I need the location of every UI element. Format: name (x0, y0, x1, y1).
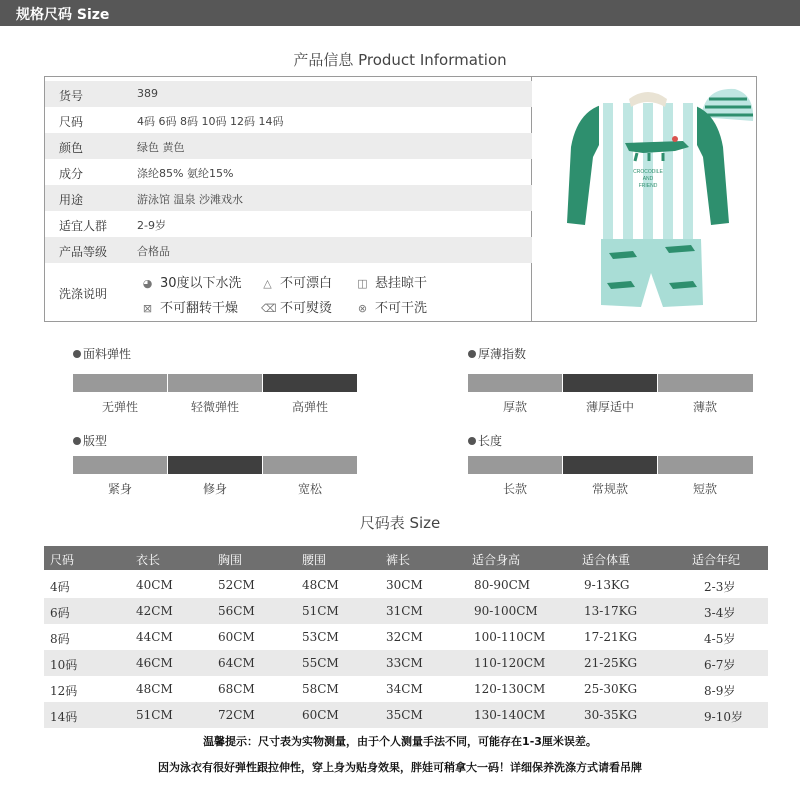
prop-title-text: 面料弹性 (83, 347, 132, 361)
table-row (44, 624, 768, 650)
header-cell: 适合年纪 (692, 553, 741, 567)
info-value: 绿色 黄色 (137, 141, 185, 154)
swimsuit-illustration (533, 77, 757, 321)
product-info-table (45, 77, 532, 321)
info-value: 涤纶85% 氨纶15% (137, 167, 234, 180)
elasticity-label-1: 轻微弹性 (190, 400, 239, 414)
cell-length: 48CM (136, 682, 173, 696)
info-key: 尺码 (59, 115, 84, 129)
cell-weight: 9-13KG (584, 578, 630, 592)
cell-chest: 60CM (218, 630, 255, 644)
info-key: 产品等级 (59, 245, 108, 259)
cell-waist: 48CM (302, 578, 339, 592)
fit-bar-1 (168, 456, 262, 474)
hang-dry-icon: ◫ (357, 277, 368, 290)
cell-chest: 72CM (218, 708, 255, 722)
care-label: 不可熨烫 (280, 301, 333, 316)
cell-pants-length: 35CM (386, 708, 423, 722)
care-item (141, 272, 242, 291)
info-row-care (45, 263, 532, 323)
cell-age: 2-3岁 (704, 580, 736, 594)
info-key: 用途 (59, 193, 84, 207)
info-row-usage (45, 185, 532, 211)
cell-length: 40CM (136, 578, 173, 592)
bullet-icon (73, 437, 81, 445)
length-bar-2 (658, 456, 753, 474)
fit-bar-2 (263, 456, 357, 474)
no-dry-clean-icon: ⊗ (357, 302, 368, 315)
table-row (44, 572, 768, 598)
cell-waist: 55CM (302, 656, 339, 670)
cell-length: 51CM (136, 708, 173, 722)
cell-chest: 56CM (218, 604, 255, 618)
elasticity-bar-1 (168, 374, 262, 392)
info-row-colors (45, 133, 532, 159)
prop-title-length (468, 432, 502, 449)
cell-weight: 25-30KG (584, 682, 638, 696)
size-table-header (44, 546, 768, 570)
care-item (356, 297, 427, 316)
cell-waist: 51CM (302, 604, 339, 618)
no-iron-icon: ⌫ (261, 302, 277, 315)
cell-pants-length: 32CM (386, 630, 423, 644)
info-row-grade (45, 237, 532, 263)
elasticity-label-2: 高弹性 (291, 400, 328, 414)
note-sizing-advice: 因为泳衣有很好弹性跟拉伸性，穿上身为贴身效果，胖娃可稍拿大一码！详细保养洗涤方式请看吊牌 (158, 761, 642, 774)
table-row (44, 598, 768, 624)
swim-shorts (601, 239, 703, 307)
care-label: 不可翻转干燥 (160, 301, 239, 316)
cell-age: 3-4岁 (704, 606, 736, 620)
shirt-text-2: AND (642, 176, 654, 182)
cell-age: 9-10岁 (704, 710, 743, 724)
fit-label-0: 紧身 (107, 482, 132, 496)
cell-weight: 21-25KG (584, 656, 638, 670)
length-bar-0 (468, 456, 562, 474)
cell-height: 120-130CM (474, 682, 546, 696)
info-value: 2-9岁 (137, 219, 166, 232)
shirt-text-1: CROCODILE (633, 169, 663, 175)
bullet-icon (468, 350, 476, 358)
prop-title-thickness (468, 345, 526, 362)
length-label-0: 长款 (502, 482, 527, 496)
care-item (141, 297, 238, 316)
care-label: 30度以下水洗 (160, 276, 242, 291)
table-row (44, 650, 768, 676)
cell-size: 14码 (50, 710, 78, 724)
info-row-age (45, 211, 532, 237)
info-value: 389 (137, 87, 158, 100)
size-table-title: 尺码表 Size (359, 514, 441, 532)
note-measurement: 温馨提示：尺寸表为实物测量，由于个人测量手法不同，可能存在1-3厘米误差。 (203, 735, 597, 748)
info-key: 适宜人群 (59, 219, 108, 233)
info-key: 洗涤说明 (59, 287, 108, 301)
fit-label-2: 宽松 (297, 482, 322, 496)
cell-size: 6码 (50, 606, 70, 620)
header-cell: 尺码 (50, 553, 75, 567)
cell-age: 8-9岁 (704, 684, 736, 698)
left-sleeve (567, 105, 603, 225)
cell-size: 10码 (50, 658, 78, 672)
info-value: 合格品 (137, 245, 170, 258)
right-sleeve (693, 105, 729, 225)
info-row-composition (45, 159, 532, 185)
care-label: 不可干洗 (375, 301, 428, 316)
thickness-label-2: 薄款 (692, 400, 717, 414)
care-label: 不可漂白 (280, 276, 333, 291)
bullet-icon (468, 437, 476, 445)
product-photo (533, 77, 757, 321)
header-cell: 裤长 (386, 553, 411, 567)
cell-pants-length: 31CM (386, 604, 423, 618)
info-key: 颜色 (59, 141, 84, 155)
top-header-bar (0, 0, 800, 26)
header-cell: 衣长 (136, 553, 161, 567)
cell-pants-length: 33CM (386, 656, 423, 670)
shirt-text-3: FRIEND (638, 183, 658, 189)
thickness-label-1: 薄厚适中 (585, 400, 634, 414)
prop-title-fit (73, 432, 107, 449)
product-info-box (44, 76, 757, 322)
prop-title-text: 长度 (478, 434, 503, 448)
cell-chest: 68CM (218, 682, 255, 696)
info-key: 成分 (59, 167, 84, 181)
header-cell: 腰围 (302, 553, 327, 567)
fit-label-1: 修身 (202, 482, 227, 496)
cell-age: 6-7岁 (704, 658, 736, 672)
thickness-bar-1 (563, 374, 657, 392)
cell-length: 44CM (136, 630, 173, 644)
care-label: 悬挂晾干 (375, 276, 428, 291)
length-bar-1 (563, 456, 657, 474)
cell-height: 90-100CM (474, 604, 538, 618)
cell-height: 110-120CM (474, 656, 546, 670)
cell-pants-length: 34CM (386, 682, 423, 696)
table-row (44, 676, 768, 702)
prop-title-text: 厚薄指数 (478, 347, 527, 361)
info-value: 4码 6码 8码 10码 12码 14码 (137, 115, 284, 128)
thickness-bar-2 (658, 374, 753, 392)
fit-bar-0 (73, 456, 167, 474)
cell-age: 4-5岁 (704, 632, 736, 646)
info-row-item-no (45, 81, 532, 107)
info-value: 游泳馆 温泉 沙滩戏水 (137, 193, 243, 206)
info-key: 货号 (59, 89, 84, 103)
cell-pants-length: 30CM (386, 578, 423, 592)
cell-weight: 17-21KG (584, 630, 638, 644)
no-bleach-icon: △ (263, 277, 272, 290)
product-info-title: 产品信息 Product Information (293, 51, 507, 69)
prop-title-text: 版型 (83, 434, 108, 448)
header-title: 规格尺码 Size (16, 7, 110, 23)
header-cell: 适合身高 (472, 553, 521, 567)
table-row (44, 702, 768, 728)
bullet-icon (73, 350, 81, 358)
care-item (261, 297, 332, 316)
info-row-sizes (45, 107, 532, 133)
prop-title-elasticity (73, 345, 131, 362)
cell-weight: 30-35KG (584, 708, 638, 722)
elasticity-bar-2 (263, 374, 357, 392)
care-item (261, 272, 332, 291)
cell-size: 8码 (50, 632, 70, 646)
header-cell: 适合体重 (582, 553, 631, 567)
header-cell: 胸围 (218, 553, 243, 567)
cell-height: 130-140CM (474, 708, 546, 722)
cell-chest: 52CM (218, 578, 255, 592)
thickness-bar-0 (468, 374, 562, 392)
no-tumble-dry-icon: ⊠ (142, 302, 153, 315)
washtub-icon: ◕ (142, 277, 153, 290)
cell-waist: 58CM (302, 682, 339, 696)
elasticity-label-0: 无弹性 (101, 400, 138, 414)
cell-height: 80-90CM (474, 578, 531, 592)
care-item (356, 272, 427, 291)
length-label-1: 常规款 (591, 482, 628, 496)
cell-weight: 13-17KG (584, 604, 638, 618)
cell-waist: 53CM (302, 630, 339, 644)
elasticity-bar-0 (73, 374, 167, 392)
cell-length: 42CM (136, 604, 173, 618)
cell-size: 4码 (50, 580, 70, 594)
cell-waist: 60CM (302, 708, 339, 722)
cell-size: 12码 (50, 684, 78, 698)
cell-height: 100-110CM (474, 630, 546, 644)
cell-length: 46CM (136, 656, 173, 670)
length-label-2: 短款 (692, 482, 717, 496)
thickness-label-0: 厚款 (502, 400, 527, 414)
cell-chest: 64CM (218, 656, 255, 670)
